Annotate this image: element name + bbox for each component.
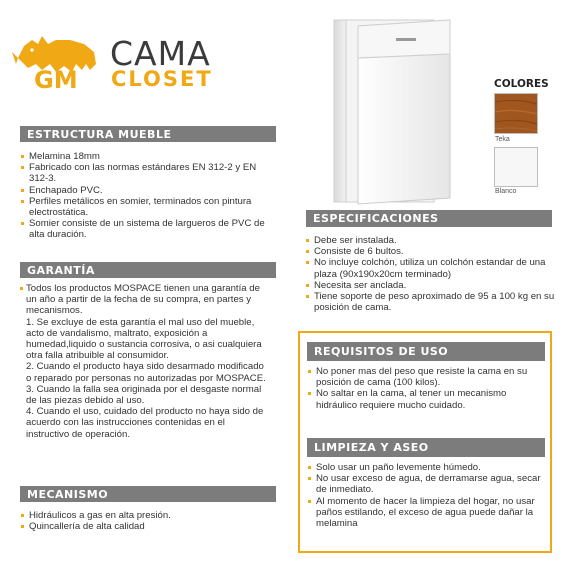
list-item: No saltar en la cama, al tener un mecanismo hidráulico requiere mucho cuidado. — [307, 388, 543, 410]
list-item: Quincallería de alta calidad — [20, 521, 266, 532]
mecanismo-title: MECANISMO — [27, 487, 109, 501]
garantia-header — [20, 262, 276, 278]
list-item: No poner mas del peso que resiste la cama en su posición de cama (100 kilos). — [307, 366, 543, 388]
garantia-paragraph: 2. Cuando el producto haya sido desarmado modificado o reparado por personas no autorizadas por MOSPACE. — [26, 361, 266, 384]
swatch-blanco — [494, 147, 538, 187]
list-item: No usar exceso de agua, de derramarse agua, secar de inmediato. — [307, 473, 543, 495]
mecanismo-header — [20, 486, 276, 502]
garantia-text — [20, 283, 268, 440]
garantia-paragraph: 3. Cuando la falla sea originada por el desgaste normal de las piezas debido al uso. — [26, 383, 262, 407]
estructura-list — [20, 151, 266, 241]
swatch-teka-label: Teka — [495, 136, 510, 143]
svg-text:GM: GM — [34, 66, 78, 90]
product-image — [328, 18, 456, 206]
list-item: Somier consiste de un sistema de largueros de PVC de alta duración. — [20, 218, 266, 240]
swatch-blanco-label: Blanco — [495, 188, 517, 195]
especificaciones-title: ESPECIFICACIONES — [313, 212, 439, 225]
rhino-gm-logo-icon — [12, 30, 110, 90]
garantia-title: GARANTÍA — [27, 263, 95, 277]
list-item: Enchapado PVC. — [20, 185, 266, 196]
estructura-title: ESTRUCTURA MUEBLE — [27, 127, 172, 141]
list-item: Consiste de 6 bultos. — [305, 246, 555, 257]
list-item: Perfiles metálicos en somier, terminados con pintura electrostática. — [20, 196, 266, 218]
limpieza-title: LIMPIEZA Y ASEO — [314, 441, 429, 454]
list-item: Debe ser instalada. — [305, 235, 555, 246]
mecanismo-list — [20, 510, 266, 532]
limpieza-list — [307, 462, 543, 529]
list-item: Necesita ser anclada. — [305, 280, 555, 291]
especificaciones-list — [305, 235, 555, 313]
list-item: Tiene soporte de peso aproximado de 95 a 100 kg en su posición de cama. — [305, 291, 555, 313]
garantia-paragraph: 4. Cuando el uso, cuidado del producto no haya sido de acuerdo con las instrucciones contenidas en el instructivo de operación. — [26, 406, 264, 440]
especificaciones-header — [306, 210, 552, 227]
colors-title: COLORES — [494, 78, 549, 90]
requisitos-list — [307, 366, 543, 411]
limpieza-header — [307, 438, 545, 457]
bullet-mark — [20, 287, 23, 290]
logo-title: CAMA — [110, 34, 211, 73]
list-item: Al momento de hacer la limpieza del hogar, no usar paños estilando, el exceso de agua puede dañar la melamina — [307, 496, 543, 530]
list-item: No incluye colchón, utiliza un colchón estandar de una plaza (90x190x20cm terminado) — [305, 257, 555, 279]
logo-subtitle: CLOSET — [111, 67, 213, 91]
list-item: Fabricado con las normas estándares EN 312-2 y EN 312-3. — [20, 162, 266, 184]
garantia-paragraph: 1. Se excluye de esta garantía el mal uso del mueble, acto de vandalismo, maltrato, exposición a humedad,liquido o sustancia corrosiva, o asi cualquiera otra falla atribuible al consumidor. — [26, 316, 262, 362]
closet-bed-image — [328, 18, 456, 206]
list-item: Melamina 18mm — [20, 151, 266, 162]
logo — [12, 30, 110, 90]
requisitos-title: REQUISITOS DE USO — [314, 345, 449, 358]
garantia-paragraph — [20, 283, 268, 317]
estructura-header — [20, 126, 276, 142]
wood-texture — [495, 94, 537, 133]
garantia-intro: Todos los productos MOSPACE tienen una garantía de un año a partir de la fecha de su compra, en partes y mecanismos. — [26, 283, 260, 317]
swatch-teka — [494, 93, 538, 134]
list-item: Hidráulicos a gas en alta presión. — [20, 510, 266, 521]
list-item: Solo usar un paño levemente húmedo. — [307, 462, 543, 473]
requisitos-header — [307, 342, 545, 361]
